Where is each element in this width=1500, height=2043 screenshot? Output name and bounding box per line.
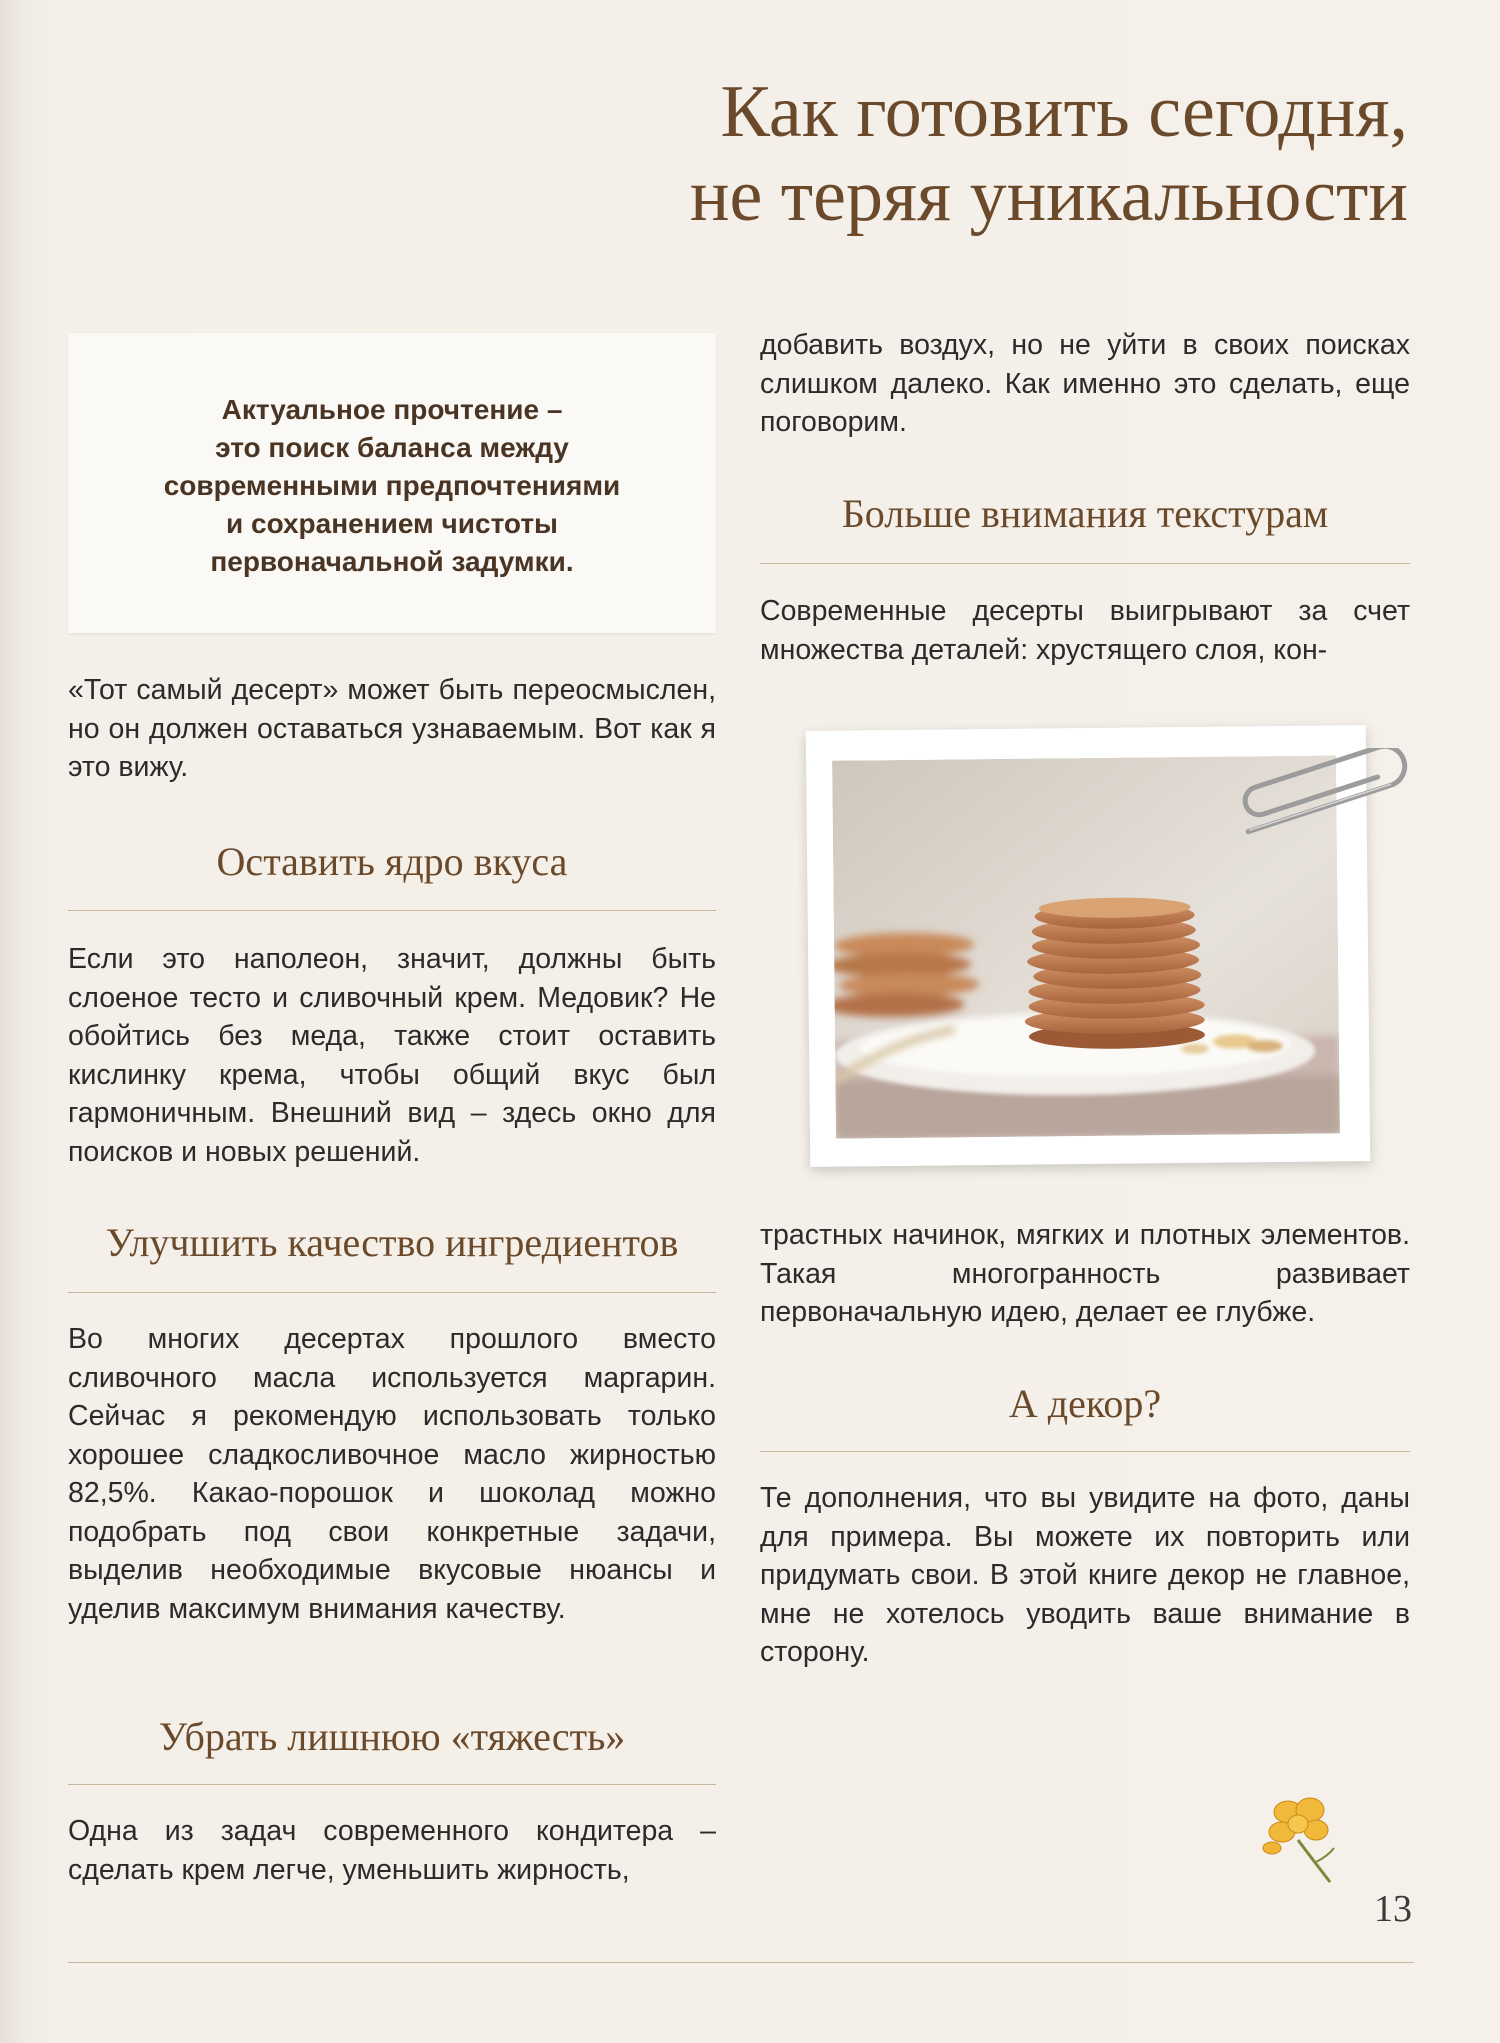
paperclip-icon <box>1230 748 1420 838</box>
pull-quote-text <box>68 391 716 581</box>
intro-paragraph: «Тот самый десерт» может быть переосмыслен, но он должен оставаться узнаваемым. Вот как я это вижу. <box>68 674 716 783</box>
quote-line-5: первоначальной задумки. <box>210 546 574 577</box>
quote-line-4: и сохранением чистоты <box>226 508 558 539</box>
heading-flavor-core: Оставить ядро вкуса <box>216 839 568 884</box>
title-line-1: Как готовить сегодня, <box>720 71 1408 153</box>
heading-ingredients: Улучшить качество ингредиентов <box>105 1220 679 1265</box>
flower-icon <box>1258 1790 1348 1890</box>
heading-rule <box>760 563 1410 564</box>
heading-rule <box>68 1784 716 1785</box>
quote-line-1: Актуальное прочтение – <box>221 394 563 425</box>
quote-line-3: современными предпочтениями <box>163 470 621 501</box>
heading-rule <box>68 910 716 911</box>
page-number: 13 <box>1374 1888 1412 1930</box>
heading-heaviness: Убрать лишнюю «тяжесть» <box>158 1714 626 1759</box>
footer-rule <box>68 1962 1414 1963</box>
flavor-core-paragraph: Если это наполеон, значит, должны быть слоеное тесто и сливочный крем. Медовик? Не обойтись без меда, также стоит оставить кислинку крема, чтобы общий вкус был гармоничным. Внешний вид – здесь окно для поисков и новых решений. <box>68 943 716 1168</box>
heading-rule <box>68 1292 716 1293</box>
heading-decor: А декор? <box>1008 1381 1162 1426</box>
textures-continued-paragraph: трастных начинок, мягких и плотных элементов. Такая многогранность развивает первоначальную идею, делает ее глубже. <box>760 1219 1410 1328</box>
continuation-paragraph: добавить воздух, но не уйти в своих поисках слишком далеко. Как именно это сделать, еще поговорим. <box>760 329 1410 438</box>
title-line-2: не теряя уникальности <box>689 155 1408 237</box>
heading-rule <box>760 1451 1410 1452</box>
quote-line-2: это поиск баланса между <box>215 432 569 463</box>
ingredients-paragraph: Во многих десертах прошлого вместо сливочного масла используется маргарин. Сейчас я рекомендую использовать только хорошее сладкосливочное масло жирностью 82,5%. Какао-порошок и шоколад можно подобрать под свои конкретные задачи, выделив необходимые вкусовые нюансы и уделив максимум внимания качеству. <box>68 1323 716 1625</box>
decor-paragraph: Те дополнения, что вы увидите на фото, даны для примера. Вы можете их повторить или придумать свои. В этой книге декор не главное, мне не хотелось уводить ваше внимание в сторону. <box>760 1482 1410 1668</box>
page-title <box>690 70 1408 238</box>
pull-quote-box <box>68 333 716 633</box>
heading-textures: Больше внимания текстурам <box>841 491 1329 536</box>
textures-paragraph: Современные десерты выигрывают за счет множества деталей: хрустящего слоя, кон- <box>760 595 1410 666</box>
heaviness-paragraph: Одна из задач современного кондитера – сделать крем легче, уменьшить жирность, <box>68 1815 716 1886</box>
